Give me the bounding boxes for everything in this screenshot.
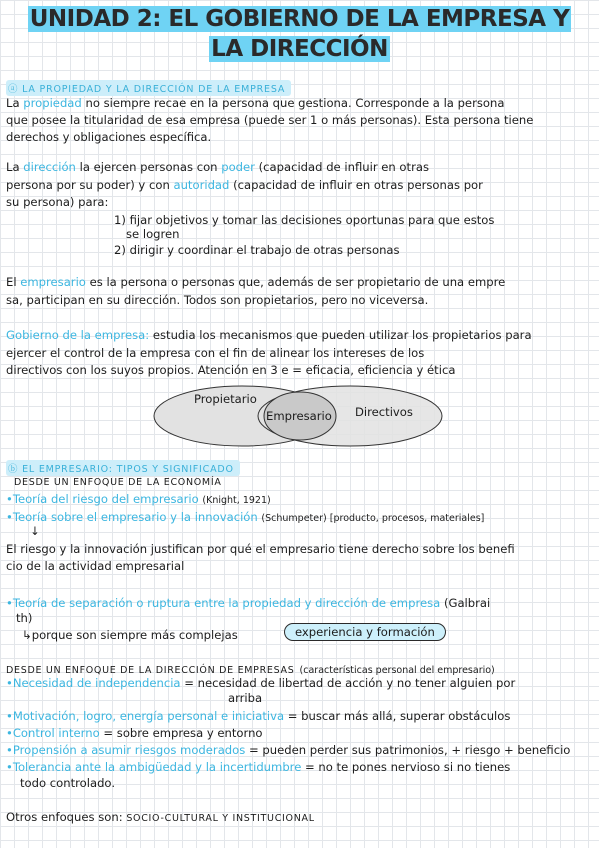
term-empresario: empresario	[20, 275, 86, 289]
term-gobierno: Gobierno de la empresa:	[6, 328, 150, 342]
text: (Knight, 1921)	[202, 495, 271, 506]
text: El	[6, 275, 17, 289]
text: estudia los mecanismos que pueden utilizar los propietarios para	[152, 328, 532, 342]
riesgo-line1: El riesgo y la innovación justifican por qué el empresario tiene derecho sobre los benefi	[6, 542, 515, 556]
text: Otros enfoques son:	[6, 810, 123, 824]
direccion-line1	[6, 160, 429, 174]
venn-label-directivos: Directivos	[355, 405, 413, 419]
teoria-separacion	[6, 596, 490, 610]
text: (capacidad de influir en otras personas por	[233, 178, 483, 192]
gobierno-line1	[6, 328, 532, 342]
section-a-heading: ⓐ LA PROPIEDAD Y LA DIRECCIÓN DE LA EMPRESA	[6, 80, 291, 96]
term-autoridad: autoridad	[173, 178, 230, 192]
term-teoria-separacion: •Teoría de separación o ruptura entre la propiedad y dirección de empresa	[6, 596, 441, 610]
text: = sobre empresa y entorno	[103, 726, 263, 740]
propension-riesgos	[6, 743, 570, 757]
propiedad-line1	[6, 96, 504, 110]
term-propension: •Propensión a asumir riesgos moderados	[6, 743, 246, 757]
text: la ejercen personas con	[79, 160, 218, 174]
text: = necesidad de libertad de acción y no tener alguien por	[184, 676, 516, 690]
gobierno-line3: directivos con los suyos propios. Atención en 3 e = eficacia, eficiencia y ética	[6, 363, 456, 377]
dir-heading: DESDE UN ENFOQUE DE LA DIRECCIÓN DE EMPRESAS	[6, 665, 295, 676]
text: = pueden perder sus patrimonios, + riesgo + beneficio	[248, 743, 571, 757]
dir-heading-post: (características personal del empresario)	[299, 665, 495, 676]
empresario-line1	[6, 275, 505, 289]
necesidad-independencia	[6, 676, 515, 690]
term-teoria-riesgo: •Teoría del riesgo del empresario	[6, 492, 199, 506]
text: (Galbrai	[443, 596, 491, 610]
direccion-item2: 2) dirigir y coordinar el trabajo de otras personas	[114, 243, 400, 257]
down-arrow: ↓	[30, 524, 40, 538]
teoria-riesgo	[6, 492, 271, 508]
text: La	[6, 96, 20, 110]
teoria-separacion-cont: th)	[16, 611, 33, 625]
venn-label-propietario: Propietario	[194, 392, 257, 406]
necesidad-cont: arriba	[228, 691, 263, 705]
text: (Schumpeter) [producto, procesos, materiales]	[261, 513, 485, 524]
page-title-line2	[0, 36, 599, 62]
term-direccion: dirección	[23, 160, 76, 174]
term-propiedad: propiedad	[23, 96, 82, 110]
gobierno-line2: ejercer el control de la empresa con el fin de alinear los intereses de los	[6, 346, 425, 360]
riesgo-line2: cio de la actividad empresarial	[6, 559, 185, 573]
page-title-text1: UNIDAD 2: EL GOBIERNO DE LA EMPRESA Y	[29, 6, 570, 32]
text: = no te pones nervioso si no tienes	[305, 760, 511, 774]
direccion-item1: 1) fijar objetivos y tomar las decisiones oportunas para que estos	[114, 213, 495, 227]
text: no siempre recae en la persona que gestiona. Corresponde a la persona	[85, 96, 505, 110]
term-teoria-innovacion: •Teoría sobre el empresario y la innovación	[6, 510, 258, 524]
direccion-line2	[6, 178, 483, 192]
experiencia-formacion-pill	[284, 623, 446, 641]
propiedad-line2: que posee la titularidad de esa empresa (puede ser 1 o más personas). Esta persona tiene	[6, 113, 534, 127]
venn-label-empresario: Empresario	[266, 409, 332, 423]
direccion-line3: su persona) para:	[6, 195, 109, 209]
text: es la persona o personas que, además de ser propietario de una empre	[89, 275, 506, 289]
term-motivacion: •Motivación, logro, energía personal e iniciativa	[6, 709, 285, 723]
text: = buscar más allá, superar obstáculos	[287, 709, 511, 723]
empresario-line2: sa, participan en su dirección. Todos son propietarios, pero no viceversa.	[6, 293, 429, 307]
teoria-innovacion	[6, 510, 484, 526]
text: persona por su poder) y con	[6, 178, 170, 192]
teoria-separacion-sub: ↳porque son siempre más complejas	[22, 628, 238, 642]
text: (capacidad de influir en otras	[258, 160, 429, 174]
term-tolerancia: •Tolerancia ante la ambigüedad y la incertidumbre	[6, 760, 302, 774]
propiedad-line3: derechos y obligaciones específica.	[6, 130, 212, 144]
term-control: •Control interno	[6, 726, 100, 740]
control-interno	[6, 726, 263, 740]
direccion-item1-cont: se logren	[126, 227, 180, 241]
term-independencia: •Necesidad de independencia	[6, 676, 181, 690]
tolerancia-cont: todo controlado.	[20, 776, 116, 790]
pill-experiencia: experiencia	[295, 625, 363, 639]
page-title-text2: LA DIRECCIÓN	[211, 36, 388, 62]
text: La	[6, 160, 20, 174]
direccion-heading-line	[6, 658, 495, 677]
econ-heading: DESDE UN ENFOQUE DE LA ECONOMÍA	[14, 477, 222, 488]
section-b-heading: ⓑ EL EMPRESARIO: TIPOS Y SIGNIFICADO	[6, 460, 240, 476]
pill-y: y	[366, 625, 374, 639]
otros-enfoques-list: SOCIO-CULTURAL Y INSTITUCIONAL	[126, 813, 315, 824]
page-title-line1	[0, 6, 599, 32]
tolerancia	[6, 760, 510, 774]
otros-enfoques	[6, 810, 315, 826]
term-poder: poder	[221, 160, 255, 174]
motivacion	[6, 709, 510, 723]
pill-formacion: formación	[376, 625, 435, 639]
